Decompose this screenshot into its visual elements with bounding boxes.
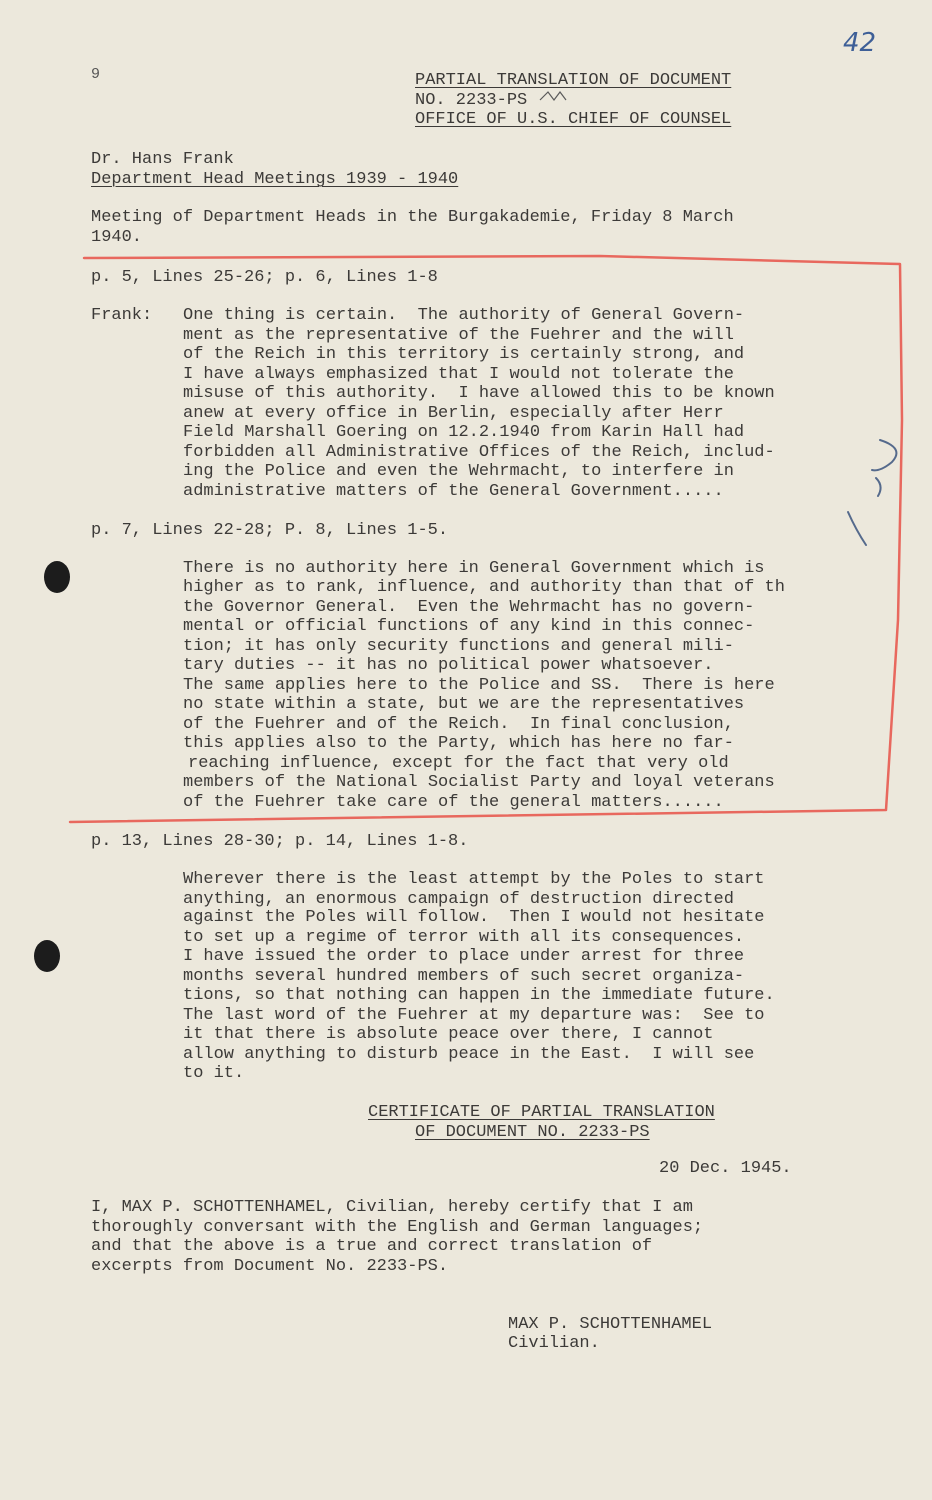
text-line: tion; it has only security functions and general mili- [183,637,734,656]
text-line: anew at every office in Berlin, especially after Herr [183,404,724,423]
text-line: I, MAX P. SCHOTTENHAMEL, Civilian, hereby certify that I am [91,1198,693,1217]
text-line: allow anything to disturb peace in the East. I will see [183,1045,755,1064]
text-line: I have always emphasized that I would not tolerate the [183,365,734,384]
text-line: to set up a regime of terror with all its consequences. [183,928,745,947]
header-title: PARTIAL TRANSLATION OF DOCUMENT [415,71,732,90]
text-line: Field Marshall Goering on 12.2.1940 from Karin Hall had [183,423,745,442]
text-line: Wherever there is the least attempt by the Poles to start [183,870,765,889]
text-line: of the Reich in this territory is certainly strong, and [183,345,745,364]
text-line: forbidden all Administrative Offices of the Reich, includ- [183,443,775,462]
certificate-title: CERTIFICATE OF PARTIAL TRANSLATION [368,1103,715,1122]
text-line: members of the National Socialist Party and loyal veterans [183,773,775,792]
certificate-date: 20 Dec. 1945. [659,1159,792,1178]
intro-line: Meeting of Department Heads in the Burgakademie, Friday 8 March [91,208,734,227]
text-line: higher as to rank, influence, and authority than that of th [183,578,785,597]
signer-title: Civilian. [508,1334,600,1353]
text-line: tary duties -- it has no political power whatsoever. [183,656,714,675]
text-line: excerpts from Document No. 2233-PS. [91,1257,449,1276]
text-line: of the Fuehrer take care of the general matters...... [183,793,724,812]
excerpt-2-reference: p. 7, Lines 22-28; P. 8, Lines 1-5. [91,521,449,540]
subject-title: Department Head Meetings 1939 - 1940 [91,170,459,189]
page-number: 9 [91,66,101,83]
text-line: of the Fuehrer and of the Reich. In final conclusion, [183,715,734,734]
text-line: thoroughly conversant with the English and German languages; [91,1218,704,1237]
text-line: The same applies here to the Police and SS. There is here [183,676,775,695]
text-line: and that the above is a true and correct translation of [91,1237,653,1256]
header-document-number: NO. 2233-PS [415,91,528,110]
speaker-label: Frank: [91,306,153,325]
blue-pencil-mark [848,440,896,545]
text-line: The last word of the Fuehrer at my departure was: See to [183,1006,765,1025]
text-line: this applies also to the Party, which has here no far- [183,734,734,753]
text-line: misuse of this authority. I have allowed this to be known [183,384,775,403]
text-line: reaching influence, except for the fact that very old [188,754,729,773]
intro-line: 1940. [91,228,143,247]
signer-name: MAX P. SCHOTTENHAMEL [508,1315,713,1334]
text-line: There is no authority here in General Government which is [183,559,765,578]
text-line: no state within a state, but we are the representatives [183,695,745,714]
text-line: One thing is certain. The authority of General Govern- [183,306,745,325]
certificate-document-number: OF DOCUMENT NO. 2233-PS [415,1123,650,1142]
handwritten-page-number: 42 [843,28,877,58]
text-line: against the Poles will follow. Then I would not hesitate [183,908,765,927]
header-office: OFFICE OF U.S. CHIEF OF COUNSEL [415,110,732,129]
text-line: anything, an enormous campaign of destruction directed [183,890,734,909]
header-scribble [540,92,566,100]
excerpt-1-reference: p. 5, Lines 25-26; p. 6, Lines 1-8 [91,268,438,287]
text-line: months several hundred members of such secret organiza- [183,967,745,986]
excerpt-3-reference: p. 13, Lines 28-30; p. 14, Lines 1-8. [91,832,469,851]
text-line: administrative matters of the General Government..... [183,482,724,501]
text-line: tions, so that nothing can happen in the immediate future. [183,986,775,1005]
text-line: the Governor General. Even the Wehrmacht has no govern- [183,598,755,617]
subject-name: Dr. Hans Frank [91,150,234,169]
text-line: it that there is absolute peace over there, I cannot [183,1025,714,1044]
text-line: to it. [183,1064,245,1083]
text-line: ment as the representative of the Fuehrer and the will [183,326,734,345]
text-line: ing the Police and even the Wehrmacht, to interfere in [183,462,734,481]
text-line: I have issued the order to place under arrest for three [183,947,745,966]
text-line: mental or official functions of any kind in this connec- [183,617,755,636]
